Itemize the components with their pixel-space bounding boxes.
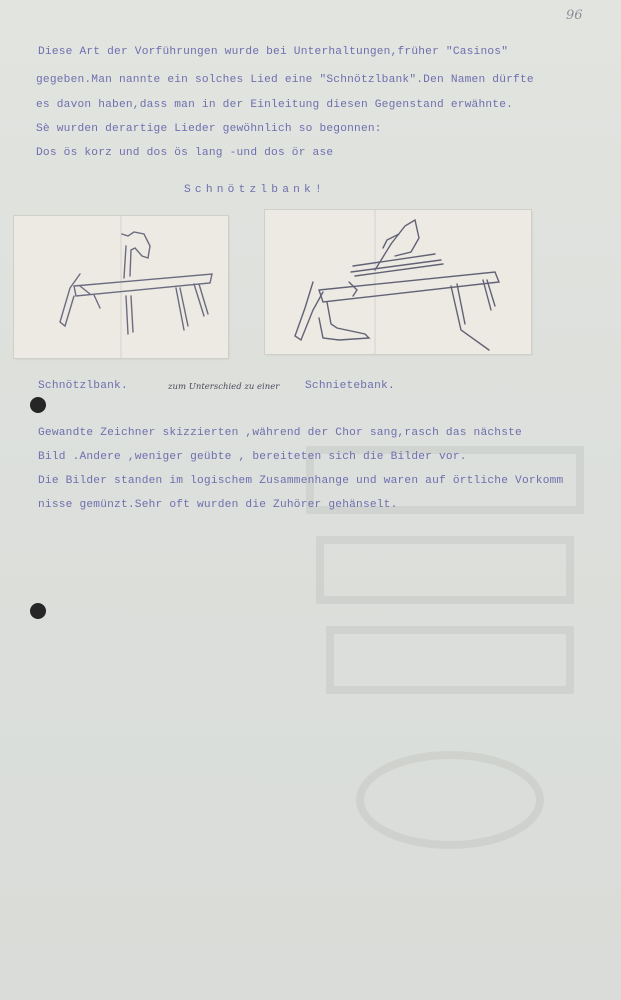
caption-right: Schnietebank. <box>305 380 395 392</box>
paragraph-1-line-3: es davon haben,dass man in der Einleitung diesen Gegenstand erwähnte. <box>36 99 514 111</box>
schnoetzlbank-sketch-photo <box>14 216 228 358</box>
schnietebank-sketch <box>265 210 531 354</box>
punch-hole-bottom <box>30 603 46 619</box>
caption-left: Schnötzlbank. <box>38 380 128 392</box>
paragraph-1-line-5: Dos ös korz und dos ös lang -und dos ör ase <box>36 147 334 159</box>
paragraph-1-line-2: gegeben.Man nannte ein solches Lied eine "Schnötzlbank".Den Namen dürfte <box>36 74 534 86</box>
paragraph-2-line-3: Die Bilder standen im logischem Zusammenhange und waren auf örtliche Vorkomm <box>38 475 564 487</box>
song-title: Schnötzlbank! <box>184 184 326 196</box>
punch-hole-top <box>30 397 46 413</box>
handwritten-note: zum Unterschied zu einer <box>168 382 280 392</box>
schnietebank-sketch-photo <box>265 210 531 354</box>
paragraph-2-line-1: Gewandte Zeichner skizzierten ,während der Chor sang,rasch das nächste <box>38 427 522 439</box>
paragraph-1-line-1: Diese Art der Vorführungen wurde bei Unterhaltungen,früher "Casinos" <box>38 46 509 58</box>
paragraph-2-line-4: nisse gemünzt.Sehr oft wurden die Zuhörer gehänselt. <box>38 499 398 511</box>
page-number: 96 <box>566 8 583 23</box>
schnoetzlbank-sketch <box>14 216 228 358</box>
bleed-through-decoration <box>300 430 600 860</box>
paragraph-1-line-4: Sè wurden derartige Lieder gewöhnlich so begonnen: <box>36 123 382 135</box>
paragraph-2-line-2: Bild .Andere ,weniger geübte , bereiteten sich die Bilder vor. <box>38 451 467 463</box>
